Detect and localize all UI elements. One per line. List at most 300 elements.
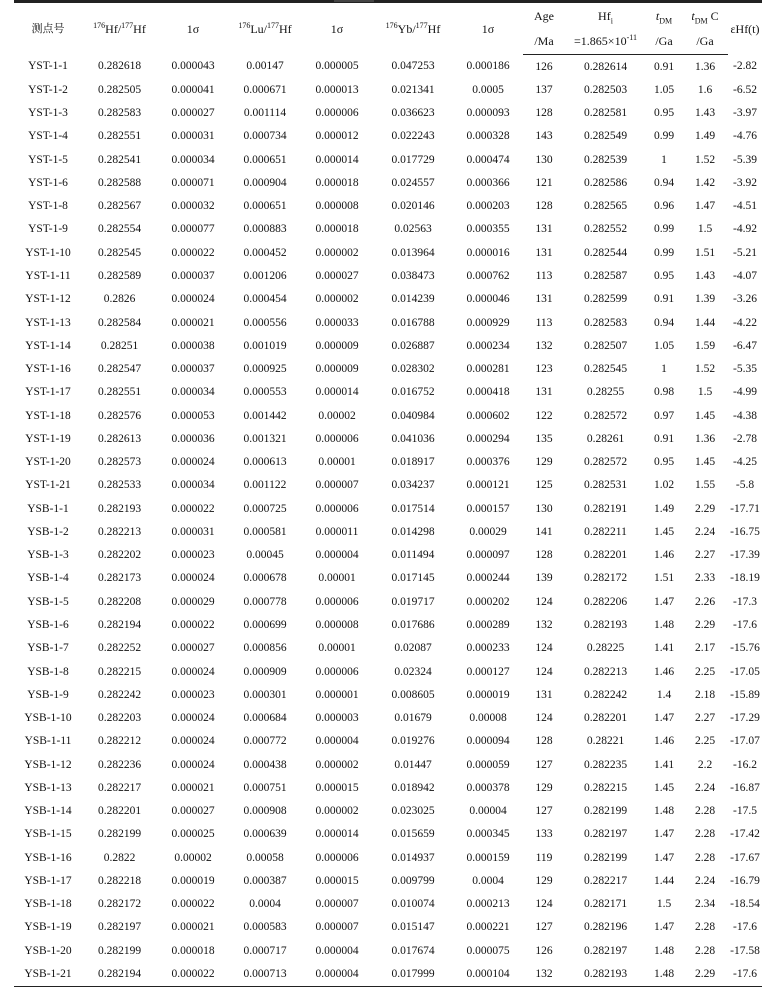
cell-hfi: 0.282206 xyxy=(583,595,628,608)
cell-lu-ratio: 0.000438 xyxy=(243,758,287,771)
cell-age: 132 xyxy=(535,339,553,352)
cell-epsilon-hf: -17.07 xyxy=(730,735,760,748)
cell-age: 130 xyxy=(535,153,553,166)
table-row xyxy=(14,544,762,567)
table-row xyxy=(14,451,762,474)
cell-point: YSB-1-9 xyxy=(27,688,69,701)
cell-hf-ratio: 0.282202 xyxy=(97,549,142,562)
cell-lu-ratio: 0.000684 xyxy=(243,712,287,725)
cell-age: 124 xyxy=(535,665,553,678)
cell-hfi: 0.282217 xyxy=(583,874,628,887)
cell-hf-ratio: 0.282584 xyxy=(97,316,142,329)
cell-point: YST-1-18 xyxy=(25,409,71,422)
cell-lu-sigma: 0.000007 xyxy=(315,898,359,911)
cell-hfi: 0.282552 xyxy=(583,223,628,236)
cell-hf-ratio: 0.282554 xyxy=(97,223,142,236)
cell-yb-ratio: 0.013964 xyxy=(391,246,435,259)
cell-age: 143 xyxy=(535,130,553,143)
cell-hf-sigma: 0.000024 xyxy=(171,735,215,748)
cell-epsilon-hf: -5.35 xyxy=(733,363,757,376)
cell-lu-ratio: 0.000651 xyxy=(243,200,287,213)
cell-hf-ratio: 0.282505 xyxy=(97,83,142,96)
cell-tdmc: 1.6 xyxy=(697,83,713,96)
cell-tdmc: 1.36 xyxy=(694,60,716,73)
cell-epsilon-hf: -4.76 xyxy=(733,130,757,143)
cell-hfi: 0.28225 xyxy=(586,642,625,655)
cell-yb-ratio: 0.028302 xyxy=(391,363,435,376)
cell-tdm: 0.96 xyxy=(653,200,675,213)
cell-yb-ratio: 0.022243 xyxy=(391,130,435,143)
table-row xyxy=(14,497,762,520)
cell-hf-ratio: 0.282208 xyxy=(97,595,142,608)
cell-point: YST-1-21 xyxy=(25,479,71,492)
cell-hf-sigma: 0.000024 xyxy=(171,572,215,585)
cell-yb-ratio: 0.01447 xyxy=(394,758,432,771)
cell-hfi: 0.282242 xyxy=(583,688,628,701)
cell-yb-sigma: 0.000059 xyxy=(466,758,510,771)
cell-hfi: 0.282583 xyxy=(583,316,628,329)
cell-point: YST-1-11 xyxy=(25,270,71,283)
cell-yb-sigma: 0.000104 xyxy=(453,962,523,986)
cell-lu-sigma: 0.00001 xyxy=(318,456,356,469)
cell-hfi: 0.282172 xyxy=(583,572,628,585)
cell-epsilon-hf: -17.67 xyxy=(730,851,760,864)
cell-hf-ratio: 0.282573 xyxy=(97,456,142,469)
cell-hfi: 0.282572 xyxy=(583,409,628,422)
cell-hf-ratio: 0.282551 xyxy=(97,130,142,143)
cell-yb-sigma: 0.000097 xyxy=(466,549,510,562)
cell-age: 124 xyxy=(535,642,553,655)
cell-point: YSB-1-1 xyxy=(27,502,69,515)
cell-epsilon-hf: -17.6 xyxy=(728,962,762,986)
table-row xyxy=(14,427,762,450)
cell-hfi: 0.282191 xyxy=(583,502,628,515)
cell-hfi: 0.28261 xyxy=(586,432,625,445)
cell-hf-ratio: 0.282218 xyxy=(97,874,142,887)
cell-yb-ratio: 0.017686 xyxy=(391,619,435,631)
cell-tdmc: 2.29 xyxy=(694,619,716,631)
cell-epsilon-hf: -3.97 xyxy=(733,107,757,120)
cell-hf-sigma: 0.000021 xyxy=(171,781,215,794)
cell-hf-sigma: 0.000077 xyxy=(171,223,215,236)
cell-tdm: 1.47 xyxy=(653,712,675,725)
cell-yb-ratio: 0.018942 xyxy=(391,781,435,794)
cell-hf-sigma: 0.000043 xyxy=(171,60,215,73)
cell-tdmc: 2.24 xyxy=(694,874,716,887)
cell-epsilon-hf: -17.6 xyxy=(733,921,757,934)
cell-point: YSB-1-21 xyxy=(14,962,82,986)
cell-hf-sigma: 0.000021 xyxy=(171,921,215,934)
cell-hfi: 0.282549 xyxy=(583,130,628,143)
cell-hf-sigma: 0.000031 xyxy=(171,130,215,143)
cell-hfi: 0.282171 xyxy=(583,898,628,911)
cell-yb-sigma: 0.000602 xyxy=(466,409,510,422)
cell-lu-ratio: 0.000651 xyxy=(243,153,287,166)
cell-hf-ratio: 0.282618 xyxy=(97,60,142,73)
cell-lu-ratio: 0.000452 xyxy=(243,246,287,259)
cell-epsilon-hf: -17.3 xyxy=(733,595,757,608)
cell-tdm: 1.47 xyxy=(653,921,675,934)
cell-yb-sigma: 0.000093 xyxy=(466,107,510,120)
cell-hf-sigma: 0.000027 xyxy=(171,642,215,655)
cell-yb-sigma: 0.000016 xyxy=(466,246,510,259)
table-row xyxy=(14,195,762,218)
cell-lu-ratio: 0.001442 xyxy=(243,409,287,422)
table-row xyxy=(14,800,762,823)
cell-yb-ratio: 0.011494 xyxy=(391,549,435,562)
cell-lu-sigma: 0.000006 xyxy=(315,107,359,120)
cell-epsilon-hf: -16.75 xyxy=(730,525,760,538)
cell-yb-ratio: 0.02087 xyxy=(394,642,432,655)
cell-hf-sigma: 0.000022 xyxy=(171,246,215,259)
cell-hf-sigma: 0.000053 xyxy=(171,409,215,422)
cell-tdm: 0.97 xyxy=(653,409,675,422)
cell-yb-ratio: 0.024557 xyxy=(391,176,435,189)
cell-yb-sigma: 0.000121 xyxy=(466,479,510,492)
cell-hf-sigma: 0.000034 xyxy=(171,479,215,492)
cell-point: YSB-1-11 xyxy=(24,735,72,748)
cell-hf-sigma: 0.000024 xyxy=(171,712,215,725)
cell-age: 121 xyxy=(535,176,553,189)
cell-hf-ratio: 0.282252 xyxy=(97,642,142,655)
cell-epsilon-hf: -6.52 xyxy=(733,83,757,96)
cell-age: 131 xyxy=(535,223,553,236)
cell-lu-ratio: 0.000678 xyxy=(243,572,287,585)
cell-epsilon-hf: -16.79 xyxy=(730,874,760,887)
cell-lu-sigma: 0.000005 xyxy=(315,60,359,73)
cell-yb-ratio: 0.016752 xyxy=(391,386,435,399)
cell-epsilon-hf: -17.6 xyxy=(733,619,757,631)
cell-tdm: 0.99 xyxy=(653,246,675,259)
cell-lu-sigma: 0.000001 xyxy=(315,688,359,701)
header-age-unit: /Ma xyxy=(523,30,565,55)
cell-hf-ratio: 0.282215 xyxy=(97,665,142,678)
cell-age: 124 xyxy=(535,712,553,725)
cell-age: 129 xyxy=(535,874,553,887)
cell-point: YSB-1-18 xyxy=(24,898,72,911)
cell-tdmc: 2.28 xyxy=(694,828,716,841)
cell-tdm: 0.99 xyxy=(653,130,675,143)
cell-point: YSB-1-8 xyxy=(27,665,69,678)
cell-point: YST-1-3 xyxy=(28,107,68,120)
cell-tdmc: 1.5 xyxy=(697,223,713,236)
table-row xyxy=(14,846,762,869)
cell-tdm: 1.48 xyxy=(653,619,675,631)
cell-hf-sigma: 0.000022 xyxy=(171,898,215,911)
cell-hfi: 0.282503 xyxy=(583,83,628,96)
cell-age: 128 xyxy=(535,735,553,748)
cell-yb-sigma: 0.00008 xyxy=(469,712,507,725)
cell-yb-sigma: 0.000019 xyxy=(466,688,510,701)
cell-epsilon-hf: -15.89 xyxy=(730,688,760,701)
cell-tdm: 1.48 xyxy=(653,805,675,818)
cell-tdm: 1.47 xyxy=(653,828,675,841)
cell-lu-sigma: 0.000006 xyxy=(315,595,359,608)
cell-age: 127 xyxy=(535,758,553,771)
cell-hfi: 0.282544 xyxy=(583,246,628,259)
cell-yb-sigma: 0.000418 xyxy=(466,386,510,399)
cell-tdmc: 2.28 xyxy=(694,805,716,818)
cell-lu-ratio: 0.001321 xyxy=(243,432,287,445)
header-sigma-3: 1σ xyxy=(481,21,495,36)
cell-tdmc: 1.51 xyxy=(694,246,716,259)
cell-lu-ratio: 0.001206 xyxy=(243,270,287,283)
cell-lu-sigma: 0.000006 xyxy=(315,432,359,445)
cell-lu-sigma: 0.000002 xyxy=(315,805,359,818)
cell-lu-sigma: 0.000027 xyxy=(315,270,359,283)
cell-hfi: 0.282581 xyxy=(583,107,628,120)
cell-lu-sigma: 0.000011 xyxy=(315,525,359,538)
cell-yb-ratio: 0.014239 xyxy=(391,293,435,306)
table-row xyxy=(14,683,762,706)
cell-lu-ratio: 0.000734 xyxy=(243,130,287,143)
table-row xyxy=(14,78,762,101)
cell-yb-sigma: 0.000345 xyxy=(466,828,510,841)
cell-age: 113 xyxy=(535,270,553,283)
cell-yb-sigma: 0.000221 xyxy=(466,921,510,934)
cell-tdmc: 1.5 xyxy=(697,386,713,399)
cell-tdm: 0.91 xyxy=(653,432,675,445)
cell-point: YSB-1-3 xyxy=(27,549,69,562)
cell-tdmc: 2.28 xyxy=(694,944,716,957)
cell-tdmc: 1.49 xyxy=(694,130,716,143)
cell-lu-ratio: 0.000909 xyxy=(243,665,287,678)
table-row xyxy=(14,776,762,799)
cell-lu-sigma: 0.000012 xyxy=(315,130,359,143)
cell-point: YST-1-20 xyxy=(25,456,71,469)
cell-hf-sigma: 0.000024 xyxy=(171,665,215,678)
cell-lu-sigma: 0.00001 xyxy=(318,572,356,585)
table-row xyxy=(14,590,762,613)
cell-hf-ratio: 0.28251 xyxy=(100,339,139,352)
cell-age: 124 xyxy=(535,898,553,911)
cell-point: YSB-1-13 xyxy=(24,781,72,794)
cell-lu-ratio: 0.000553 xyxy=(243,386,287,399)
cell-lu-ratio: 0.000772 xyxy=(243,735,287,748)
cell-yb-sigma: 0.000366 xyxy=(466,176,510,189)
cell-age: 131 xyxy=(535,293,553,306)
cell-epsilon-hf: -4.51 xyxy=(733,200,757,213)
cell-point: YSB-1-15 xyxy=(24,828,72,841)
cell-hf-sigma: 0.000034 xyxy=(171,386,215,399)
cell-hfi: 0.282539 xyxy=(583,153,628,166)
cell-yb-sigma: 0.000094 xyxy=(466,735,510,748)
cell-lu-ratio: 0.000454 xyxy=(243,293,287,306)
table-row xyxy=(14,218,762,241)
cell-tdm: 0.98 xyxy=(653,386,675,399)
cell-lu-ratio: 0.001019 xyxy=(243,339,287,352)
cell-hf-ratio: 0.282545 xyxy=(97,246,142,259)
cell-yb-ratio: 0.034237 xyxy=(391,479,435,492)
header-sigma-1: 1σ xyxy=(186,21,200,36)
cell-epsilon-hf: -3.26 xyxy=(733,293,757,306)
cell-epsilon-hf: -17.29 xyxy=(730,712,760,725)
cell-lu-ratio: 0.000856 xyxy=(243,642,287,655)
cell-epsilon-hf: -16.2 xyxy=(733,758,757,771)
cell-lu-ratio: 0.000725 xyxy=(243,502,287,515)
cell-age: 122 xyxy=(535,409,553,422)
cell-point: YST-1-17 xyxy=(25,386,71,399)
cell-hfi: 0.282565 xyxy=(583,200,628,213)
cell-lu-sigma: 0.000002 xyxy=(315,758,359,771)
cell-hf-ratio: 0.282217 xyxy=(97,781,142,794)
cell-yb-sigma: 0.000474 xyxy=(466,153,510,166)
cell-lu-sigma: 0.000004 xyxy=(301,962,373,986)
cell-hf-ratio: 0.282194 xyxy=(82,962,157,986)
cell-tdmc: 2.2 xyxy=(697,758,713,771)
cell-point: YSB-1-2 xyxy=(27,525,69,538)
cell-yb-sigma: 0.000203 xyxy=(466,200,510,213)
cell-hfi: 0.282196 xyxy=(583,921,628,934)
cell-hfi: 0.28255 xyxy=(586,386,625,399)
cell-yb-ratio: 0.036623 xyxy=(391,107,435,120)
cell-yb-ratio: 0.023025 xyxy=(391,805,435,818)
cell-tdm: 1.02 xyxy=(653,479,675,492)
cell-epsilon-hf: -4.38 xyxy=(733,409,757,422)
cell-hf-ratio: 0.282567 xyxy=(97,200,142,213)
cell-hf-sigma: 0.000038 xyxy=(171,339,215,352)
table-row xyxy=(14,288,762,311)
table-row xyxy=(14,637,762,660)
cell-epsilon-hf: -17.42 xyxy=(730,828,760,841)
cell-age: 132 xyxy=(523,962,565,986)
header-hfi: $Hf_i$ xyxy=(598,9,613,26)
cell-tdmc: 2.25 xyxy=(694,735,716,748)
cell-yb-ratio: 0.015659 xyxy=(391,828,435,841)
cell-tdmc: 1.43 xyxy=(694,107,716,120)
cell-age: 129 xyxy=(535,781,553,794)
cell-tdm: 1.45 xyxy=(653,525,675,538)
cell-point: YST-1-2 xyxy=(28,83,68,96)
cell-yb-sigma: 0.000929 xyxy=(466,316,510,329)
cell-yb-ratio: 0.015147 xyxy=(391,921,435,934)
cell-tdmc: 2.24 xyxy=(694,525,716,538)
header-age: Age xyxy=(534,9,554,24)
cell-yb-sigma: 0.000355 xyxy=(466,223,510,236)
table-row xyxy=(14,730,762,753)
cell-point: YST-1-5 xyxy=(28,153,68,166)
cell-hfi: 0.282211 xyxy=(584,525,627,538)
table-row xyxy=(14,311,762,334)
cell-lu-sigma: 0.000003 xyxy=(315,712,359,725)
cell-hfi: 0.282587 xyxy=(583,270,628,283)
cell-yb-sigma: 0.00029 xyxy=(469,525,507,538)
cell-lu-ratio: 0.000925 xyxy=(243,363,287,376)
table-row xyxy=(14,125,762,148)
header-tdmc-unit: /Ga xyxy=(682,30,728,55)
table-row xyxy=(14,893,762,916)
cell-lu-ratio: 0.00045 xyxy=(246,549,284,562)
table-header xyxy=(14,4,762,55)
table-row xyxy=(14,869,762,892)
cell-hfi: 0.282599 xyxy=(583,293,628,306)
cell-tdm: 0.94 xyxy=(653,316,675,329)
cell-yb-ratio: 0.038473 xyxy=(391,270,435,283)
cell-yb-sigma: 0.000281 xyxy=(466,363,510,376)
cell-lu-ratio: 0.000904 xyxy=(243,176,287,189)
cell-point: YSB-1-6 xyxy=(27,619,69,631)
cell-hf-sigma: 0.000022 xyxy=(171,619,215,631)
cell-point: YST-1-14 xyxy=(25,339,71,352)
cell-point: YST-1-6 xyxy=(28,176,68,189)
cell-hf-ratio: 0.282613 xyxy=(97,432,142,445)
cell-point: YSB-1-19 xyxy=(24,921,72,934)
cell-hf-sigma: 0.000023 xyxy=(171,688,215,701)
cell-tdmc: 2.27 xyxy=(694,549,716,562)
cell-tdm: 1.05 xyxy=(653,339,675,352)
cell-tdm: 1.47 xyxy=(653,595,675,608)
cell-hf-ratio: 0.282588 xyxy=(97,176,142,189)
cell-yb-sigma: 0.000234 xyxy=(466,339,510,352)
cell-age: 119 xyxy=(535,851,553,864)
cell-yb-sigma: 0.000159 xyxy=(466,851,510,864)
cell-epsilon-hf: -6.47 xyxy=(733,339,757,352)
cell-epsilon-hf: -5.39 xyxy=(733,153,757,166)
cell-tdmc: 1.52 xyxy=(694,363,716,376)
cell-lu-ratio: 0.000751 xyxy=(243,781,287,794)
cell-point: YSB-1-20 xyxy=(24,944,72,957)
table-row xyxy=(14,916,762,939)
cell-yb-ratio: 0.021341 xyxy=(391,83,435,96)
cell-lu-ratio: 0.001122 xyxy=(243,479,287,492)
cell-yb-ratio: 0.026887 xyxy=(391,339,435,352)
cell-lu-sigma: 0.000009 xyxy=(315,339,359,352)
cell-point: YST-1-9 xyxy=(28,223,68,236)
cell-age: 131 xyxy=(535,688,553,701)
cell-lu-sigma: 0.000008 xyxy=(315,200,359,213)
cell-yb-ratio: 0.014298 xyxy=(391,525,435,538)
cell-age: 128 xyxy=(535,200,553,213)
cell-yb-ratio: 0.016788 xyxy=(391,316,435,329)
header-hfi-lambda: $=1.865\times 10^{-11}$ xyxy=(565,30,646,55)
cell-hf-sigma: 0.000032 xyxy=(171,200,215,213)
cell-epsilon-hf: -5.21 xyxy=(733,246,757,259)
cell-hf-sigma: 0.000024 xyxy=(171,456,215,469)
cell-tdmc: 2.28 xyxy=(694,851,716,864)
cell-tdm: 1 xyxy=(661,153,667,166)
cell-yb-sigma: 0.000328 xyxy=(466,130,510,143)
cell-hf-sigma: 0.000024 xyxy=(171,758,215,771)
table-row xyxy=(14,381,762,404)
cell-epsilon-hf: -4.22 xyxy=(733,316,757,329)
cell-tdm: 1.45 xyxy=(653,781,675,794)
cell-epsilon-hf: -17.05 xyxy=(730,665,760,678)
cell-hf-sigma: 0.000024 xyxy=(171,293,215,306)
table-row xyxy=(14,613,762,636)
cell-lu-ratio: 0.000883 xyxy=(243,223,287,236)
cell-hf-ratio: 0.282199 xyxy=(97,828,142,841)
cell-epsilon-hf: -17.5 xyxy=(733,805,757,818)
cell-epsilon-hf: -2.78 xyxy=(733,432,757,445)
cell-point: YSB-1-4 xyxy=(27,572,69,585)
cell-lu-sigma: 0.000007 xyxy=(315,921,359,934)
cell-hfi: 0.28221 xyxy=(586,735,625,748)
cell-lu-sigma: 0.000007 xyxy=(315,479,359,492)
cell-yb-sigma: 0.000202 xyxy=(466,595,510,608)
cell-lu-sigma: 0.000015 xyxy=(315,781,359,794)
cell-lu-ratio: 0.000639 xyxy=(243,828,287,841)
cell-yb-sigma: 0.000186 xyxy=(466,60,510,73)
cell-hf-sigma: 0.000027 xyxy=(171,107,215,120)
cell-yb-ratio: 0.014937 xyxy=(391,851,435,864)
cell-age: 123 xyxy=(535,363,553,376)
cell-age: 113 xyxy=(535,316,553,329)
table-row xyxy=(14,660,762,683)
cell-tdm: 1 xyxy=(661,363,667,376)
cell-epsilon-hf: -17.58 xyxy=(730,944,760,957)
cell-epsilon-hf: -17.39 xyxy=(730,549,760,562)
cell-age: 131 xyxy=(535,246,553,259)
